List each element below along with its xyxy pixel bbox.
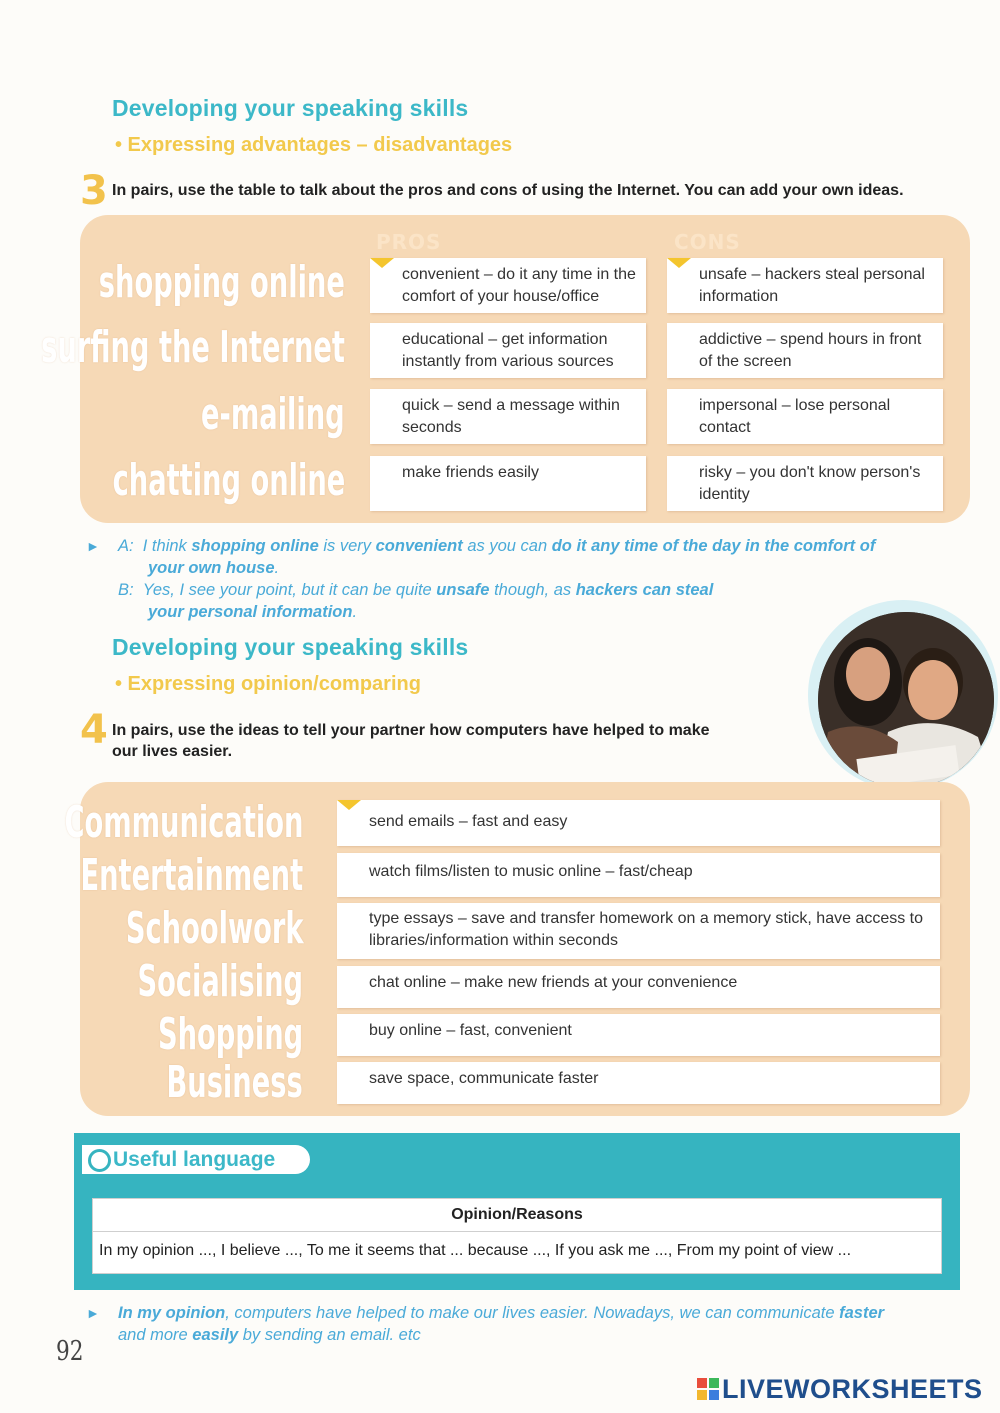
idea-cell: type essays – save and transfer homework on a memory stick, have access to libraries/information within seconds <box>337 903 940 959</box>
example-span: , computers have helped to make our lives easier. Nowadays, we can communicate <box>225 1304 840 1322</box>
idea-cell: chat online – make new friends at your convenience <box>337 966 940 1008</box>
row-label-emailing: e-mailing <box>201 389 345 440</box>
row-label-communication: Communication <box>64 797 303 848</box>
row-label-surfing: surfing the Internet <box>41 322 345 373</box>
row-label-business: Business <box>166 1057 303 1108</box>
idea-cell: send emails – fast and easy <box>337 800 940 846</box>
dialog-line-a <box>118 535 968 579</box>
cons-header: CONS <box>674 230 741 254</box>
marker-triangle <box>667 258 691 268</box>
section3-subheading: • Expressing advantages – disadvantages <box>115 134 513 156</box>
instruction-line: our lives easier. <box>112 743 233 760</box>
students-photo <box>818 612 994 788</box>
speaker-b: B: <box>118 581 134 599</box>
circle-icon <box>88 1149 111 1172</box>
exercise-number-4: 4 <box>80 707 108 753</box>
table-header: Opinion/Reasons <box>93 1199 941 1232</box>
idea-cell: buy online – fast, convenient <box>337 1014 940 1056</box>
dialog-line-b <box>118 579 798 623</box>
dialog-bold: convenient <box>375 537 463 555</box>
exercise-number-3: 3 <box>80 168 108 214</box>
dialog-bold: your personal information <box>148 603 353 621</box>
table-content: In my opinion ..., I believe ..., To me it seems that ... because ..., If you ask me ..., From my point of view ... <box>99 1242 852 1259</box>
arrow-icon: ► <box>86 1305 100 1321</box>
dialog-bold: do it any time of the day in the comfort of <box>551 537 876 555</box>
pro-cell: quick – send a message within seconds <box>370 389 646 444</box>
con-cell: unsafe – hackers steal personal information <box>667 258 943 313</box>
marker-triangle <box>337 800 361 810</box>
dialog-text: is very <box>318 537 376 555</box>
example-span: and more <box>118 1326 193 1344</box>
row-label-chatting: chatting online <box>112 455 345 506</box>
dialog-text: I think <box>142 537 192 555</box>
dialog-bold: unsafe <box>436 581 490 599</box>
example-bold: easily <box>192 1326 239 1344</box>
idea-cell: save space, communicate faster <box>337 1062 940 1104</box>
useful-language-tab <box>82 1145 310 1174</box>
con-cell: impersonal – lose personal contact <box>667 389 943 444</box>
arrow-icon: ► <box>86 538 100 554</box>
example-bold: In my opinion <box>118 1304 226 1322</box>
section3-instruction: In pairs, use the table to talk about the pros and cons of using the Internet. You can add your own ideas. <box>112 182 904 199</box>
example-span: by sending an email. etc <box>238 1326 421 1344</box>
dialog-bold: shopping online <box>191 537 319 555</box>
liveworksheets-logo-icon <box>697 1378 719 1400</box>
page-number: 92 <box>56 1336 84 1367</box>
dialog-text: . <box>274 559 280 577</box>
marker-triangle <box>370 258 394 268</box>
row-label-socialising: Socialising <box>137 956 303 1007</box>
pro-cell: convenient – do it any time in the comfort of your house/office <box>370 258 646 313</box>
con-cell: risky – you don't know person's identity <box>667 456 943 511</box>
row-label-schoolwork: Schoolwork <box>125 903 303 954</box>
row-label-shopping: Shopping <box>157 1009 303 1060</box>
section4-subheading: • Expressing opinion/comparing <box>115 673 421 695</box>
dialog-text: though, as <box>489 581 576 599</box>
section4-instruction <box>112 720 812 762</box>
row-label-shopping-online: shopping online <box>98 257 345 308</box>
useful-language-title: Useful language <box>113 1148 276 1171</box>
useful-language-table <box>92 1198 942 1274</box>
section3-heading: Developing your speaking skills <box>112 95 469 121</box>
idea-cell: watch films/listen to music online – fast/cheap <box>337 853 940 897</box>
example-bold: faster <box>839 1304 885 1322</box>
con-cell: addictive – spend hours in front of the screen <box>667 323 943 378</box>
dialog-bold: your own house <box>148 559 275 577</box>
pro-cell: make friends easily <box>370 456 646 511</box>
instruction-line: In pairs, use the ideas to tell your partner how computers have helped to make <box>112 722 710 739</box>
dialog-bold: hackers can steal <box>575 581 714 599</box>
liveworksheets-watermark: LIVEWORKSHEETS <box>722 1374 983 1404</box>
pro-cell: educational – get information instantly from various sources <box>370 323 646 378</box>
dialog-text: . <box>352 603 358 621</box>
section4-heading: Developing your speaking skills <box>112 634 469 660</box>
dialog-text: Yes, I see your point, but it can be quite <box>142 581 437 599</box>
dialog-text: as you can <box>462 537 552 555</box>
row-label-entertainment: Entertainment <box>80 850 303 901</box>
example-text <box>118 1302 968 1346</box>
speaker-a: A: <box>118 537 134 555</box>
pros-header: PROS <box>376 230 442 254</box>
students-photo-illustration <box>818 612 994 788</box>
